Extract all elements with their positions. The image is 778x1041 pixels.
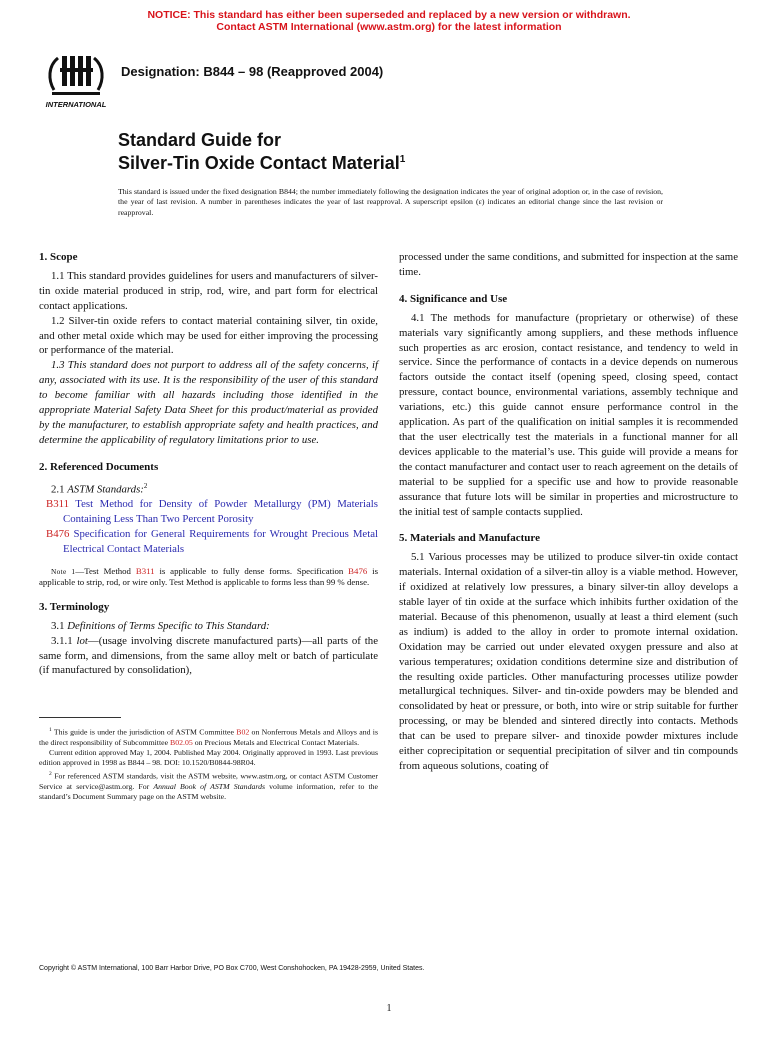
document-title — [118, 130, 405, 173]
notice-line-2: Contact ASTM International (www.astm.org) for the latest information — [216, 21, 562, 33]
astm-logo — [40, 50, 112, 112]
footnote-link-b02[interactable]: B02 — [236, 727, 250, 737]
note-link-b311[interactable]: B311 — [135, 565, 155, 576]
paragraph-1-3: 1.3 This standard does not purport to address all of the safety concerns, if any, associated with its use. It is the responsibility of the user of this standard to become familiar with all hazards including those identified in the appropriate Material Safety Data Sheet for this product/material as provided by the manufacturer, to establish appropriate safety and health practices, and determine the applicability of regulatory limitations prior to use. — [39, 359, 378, 446]
left-column — [39, 250, 378, 678]
logo-wordmark: INTERNATIONAL — [45, 100, 107, 109]
right-column — [399, 250, 738, 774]
reference-b476[interactable] — [39, 527, 378, 557]
withdrawn-notice — [0, 9, 778, 33]
title-line-1: Standard Guide for — [118, 130, 282, 150]
paragraph-3-1: 3.1 Definitions of Terms Specific to This Standard: — [51, 619, 270, 632]
paragraph-5-1: 5.1 Various processes may be utilized to produce silver-tin oxide contact materials. Internal oxidation of a silver-tin alloy is a viable method. However, if oxidized at relatively low pressures, a binary silver-tin alloy develops a stable layer of tin oxide at the surface which inhibits further oxidation of the material. Because of this phenomenon, usually at least a third element (such as indium) is added to the alloy in order to promote internal oxidation. Oxidation may be carried out under elevated oxygen pressure and also at various temperatures; oxidation conditions determine size and distribution of the resulting oxide particles. Other manufacturing processes utilize powder metallurgical techniques. Silver- and tin-oxide powders may be blended and consolidated by heat or pressure, or both, into wire or strip suitable for further processing, or may be blended and sintered directly into contacts. Methods that can be used to prepare silver- and tinoxide powder mixtures include either coprecipitation or sequential precipitation of silver and tin compounds from aqueous solutions, coating of — [399, 551, 738, 772]
footnote-1-current-edition: Current edition approved May 1, 2004. Published May 2004. Originally approved in 1993. Last previous edition approved in 1998 as B844 – 98. DOI: 10.1520/B0844-98R04. — [39, 748, 378, 768]
reference-b311[interactable] — [39, 497, 378, 527]
title-footnote-mark: 1 — [399, 154, 406, 165]
footnote-divider — [39, 717, 121, 718]
footnote-2: $^2$ For referenced ASTM standards, visit the ASTM website, www.astm.org, or contact ASTM Customer Service at service@astm.org. For Annual Book of ASTM Standards volume information, refer to the standard’s Document Summary page on the ASTM website. — [39, 770, 378, 801]
paragraph-3-1-1: 3.1.1 lot—(usage involving discrete manufactured parts)—all parts of the same form, and dimensions, from the same alloy melt or batch of particulate (if manufactured by consolidation), — [39, 634, 378, 677]
paragraph-2-1: 2.1 ASTM Standards:$^2$ — [51, 481, 148, 496]
note-label: Note 1 — [51, 566, 76, 576]
issue-statement: This standard is issued under the fixed designation B844; the number immediately following the designation indicates the year of original adoption or, in the case of revision, the year of last revision. A number in parentheses indicates the year of last reapproval. A superscript epsilon (ε) indicates an editorial change since the last revision or reapproval. — [118, 187, 663, 217]
reference-b476-code[interactable]: B476 — [46, 528, 70, 540]
footnotes — [39, 725, 378, 802]
reference-b311-title[interactable]: Test Method for Density of Powder Metallurgy (PM) Materials Containing Less Than Two Percent Porosity — [63, 498, 378, 526]
reference-b311-code[interactable]: B311 — [46, 498, 69, 511]
section-5-heading: 5. Materials and Manufacture — [399, 532, 540, 545]
notice-line-1: NOTICE: This standard has either been superseded and replaced by a new version or withdrawn. — [147, 9, 631, 21]
title-line-2: Silver-Tin Oxide Contact Material — [118, 153, 400, 173]
copyright-line: Copyright © ASTM International, 100 Barr Harbor Drive, PO Box C700, West Conshohocken, PA 19428-2959, United States. — [39, 965, 425, 972]
section-3-heading: 3. Terminology — [39, 600, 110, 613]
reference-b476-title[interactable]: Specification for General Requirements for Wrought Precious Metal Electrical Contact Materials — [63, 528, 378, 555]
footnote-1: $^1$ This guide is under the jurisdiction of ASTM Committee B02 on Nonferrous Metals and Alloys and is the direct responsibility of Subcommittee B02.05 on Precious Metals and Electrical Contact Materials. — [39, 727, 379, 747]
continuation-paragraph: processed under the same conditions, and submitted for inspection at the same time. — [399, 251, 738, 278]
section-4-heading: 4. Significance and Use — [399, 292, 508, 305]
section-1-heading: 1. Scope — [39, 251, 78, 263]
note-1: Note 1—Test Method B311 is applicable to fully dense forms. Specification B476 is applicable to strip, rod, or wire only. Test Method is applicable to forms less than 99 % dense. — [39, 565, 378, 587]
page-number: 1 — [386, 1003, 392, 1014]
note-link-b476[interactable]: B476 — [348, 565, 368, 576]
section-2-heading: 2. Referenced Documents — [39, 460, 159, 473]
paragraph-1-1: 1.1 This standard provides guidelines for users and manufacturers of silver-tin oxide material produced in strip, rod, wire, and part form for electrical contact applications. — [39, 269, 378, 312]
designation: Designation: B844 – 98 (Reapproved 2004) — [121, 64, 384, 79]
paragraph-1-2: 1.2 Silver-tin oxide refers to contact material containing silver, tin oxide, and other metal oxide which may be used for either improving the processing or performance of the material. — [39, 314, 378, 357]
paragraph-4-1: 4.1 The methods for manufacture (proprietary or otherwise) of these materials vary significantly among suppliers, and these methods influence such properties as arc erosion, contact resistance, and tendency to weld in service. Since the performance of contacts in a device depends on numerous factors outside the contact itself (opening speed, closing speed, contact pressure, contact bounce, environmental variations, assembly technique and variations, etc.) this guide cannot ensure performance control in the application. As part of the qualification on initial samples it is recommended that the user electrically test the materials in a functional manner for all devices applicable to the material’s use. This guide will provide a means for the contact manufacturer and contact user to reach agreement on the details of material to be supplied for a specific use and how to provide reasonable assurance that future lots will be similar in properties and microstructure to the initial test of sample contacts supplied. — [399, 311, 738, 518]
footnote-link-b0205[interactable]: B02.05 — [170, 737, 193, 747]
